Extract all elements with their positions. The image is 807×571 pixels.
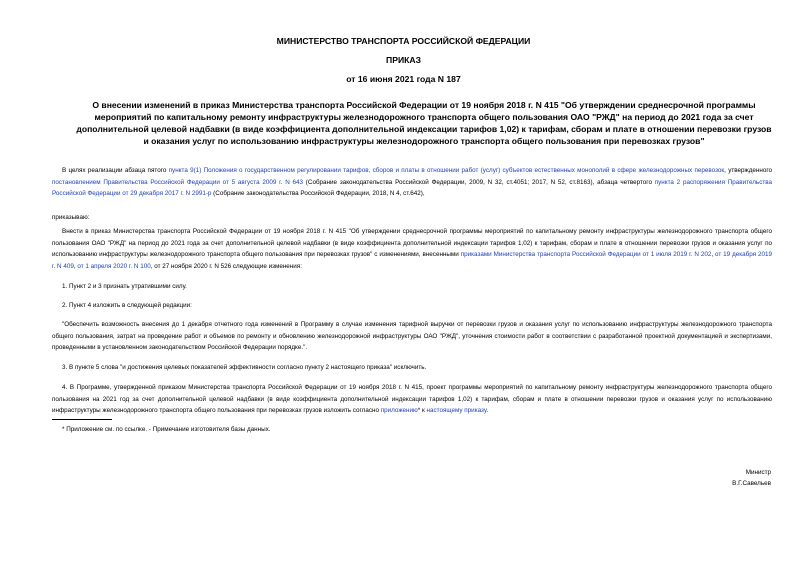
date-number: от 16 июня 2021 года N 187 bbox=[346, 74, 461, 84]
main-link-order-409[interactable]: от 19 декабря 2019 г. N 409 bbox=[52, 251, 773, 270]
preamble-text-5: (Собрание законодательства Российской Федерации, 2018, N 4, ст.642), bbox=[211, 190, 425, 197]
main-text-3: , bbox=[73, 262, 78, 270]
main-link-order-100[interactable]: от 1 апреля 2020 г. N 100 bbox=[77, 262, 151, 270]
order-word: приказываю: bbox=[52, 214, 90, 221]
main-text-1: Внести в приказ Министерства транспорта Российской Федерации от 19 ноября 2018 г. N 415 "Об утверждении среднесрочной программы мероприятий по капитальному ремонту инфраструктуры железнодорожного транспорта общего пользования ОАО "РЖД" на период до 2021 года за счет дополнительной целевой надбавки (в виде коэффициента дополнительной индексации тарифов 1,02) к тарифам, сборам и плате в отношении перевозки грузов и оказания услуг по использованию инфраструктуры железнодорожного транспорта общего пользования при перевозках грузов" с изменениями, внесенными bbox=[52, 228, 772, 258]
item-4 bbox=[52, 382, 772, 417]
document-title: О внесении изменений в приказ Министерства транспорта Российской Федерации от 19 ноября 2018 г. N 415 "Об утверждении среднесрочной программы мероприятий по капитальному ремонту инфраструктуры железнодорожного транспорта общего пользования ОАО "РЖД" на период до 2021 года за счет дополнительной целевой надбавки (в виде коэффициента дополнительной индексации тарифов 1,02) к тарифам, сборам и плате в отношении перевозки грузов и оказания услуг по использованию инфраструктуры железнодорожного транспорта общего пользования при перевозках грузов" bbox=[76, 100, 772, 146]
main-text-2: , bbox=[711, 251, 715, 258]
preamble-paragraph bbox=[52, 165, 772, 200]
item-4-text-1: 4. В Программе, утвержденной приказом Министерства транспорта Российской Федерации от 19 ноября 2018 г. N 415, проект программы мероприятий по капитальному ремонту инфраструктуры железнодорожного транспорта общего пользования на 2021 год за счет дополнительной целевой надбавки (в виде коэффициента дополнительной индексации тарифов 1,02) к тарифам, сборам и плате в отношении перевозки грузов и оказания услуг по использованию инфраструктуры железнодорожного транспорта общего пользования при перевозках грузов изложить согласно bbox=[52, 384, 772, 414]
item-4-text-2: * к bbox=[417, 407, 427, 414]
signature-position: Министр bbox=[745, 469, 771, 476]
preamble-text-4: (Собрание законодательства Российской Федерации, 2009, N 32, ст.4051; 2017, N 52, ст.8163), абзаца четвертого bbox=[303, 178, 655, 186]
preamble-link-regulation[interactable]: Положения о государственном регулировании тарифов, сборов и платы в отношении работ (услуг) субъектов естественных монополий в сфере железнодорожных перевозок bbox=[203, 167, 725, 174]
footnote-divider bbox=[52, 419, 112, 420]
preamble-link-decree[interactable]: постановлением Правительства Российской Федерации от 5 августа 2009 г. N 643 bbox=[52, 178, 304, 186]
preamble-text-3: , утвержденного bbox=[724, 167, 773, 174]
item-4-link-order[interactable]: настоящему приказу bbox=[426, 407, 487, 414]
ministry-header: МИНИСТЕРСТВО ТРАНСПОРТА РОССИЙСКОЙ ФЕДЕРАЦИИ bbox=[276, 36, 531, 46]
signature-name: В.Г.Савельев bbox=[732, 480, 771, 487]
preamble-link-point[interactable]: пункта 9(1) bbox=[168, 167, 202, 174]
preamble-link-order[interactable]: пункта 2 распоряжения Правительства Российской Федерации от 29 декабря 2017 г. N 2991-р bbox=[52, 178, 773, 197]
main-paragraph bbox=[52, 226, 772, 272]
item-2: 2. Пункт 4 изложить в следующей редакции: bbox=[62, 302, 192, 309]
item-3: 3. В пункте 5 слова "и достижения целевых показателей эффективности согласно пункту 2 настоящего приказа" исключить. bbox=[62, 364, 427, 371]
item-1: 1. Пункт 2 и 3 признать утратившими силу. bbox=[62, 283, 187, 290]
item-2-quote: "Обеспечить возможность внесения до 1 декабря отчетного года изменений в Программу в случае изменения тарифной выручки от перевозки грузов и оказания услуг по использованию инфраструктуры железнодорожного транспорта общего пользования, затрат на проведение работ и объемов по ремонту и обновлению железнодорожной инфраструктуры ОАО "РЖД", уточнения стоимости работ в соответствии с разработанной проектной документацией и экспертизами, проведенными в установленном законодательством Российской Федерации порядке.". bbox=[52, 321, 772, 351]
preamble-text-1: В целях реализации абзаца пятого bbox=[62, 167, 169, 174]
item-4-text-3: . bbox=[486, 407, 489, 414]
footnote: * Приложение см. по ссылке. - Примечание изготовителя базы данных. bbox=[62, 426, 271, 433]
main-text-4: , от 27 ноября 2020 г. N 526 следующие изменения: bbox=[150, 262, 302, 270]
item-4-link-appendix[interactable]: приложению bbox=[380, 407, 418, 414]
document-type: ПРИКАЗ bbox=[386, 55, 421, 65]
main-link-order-202[interactable]: приказами Министерства транспорта Российской Федерации от 1 июля 2019 г. N 202 bbox=[460, 251, 712, 258]
